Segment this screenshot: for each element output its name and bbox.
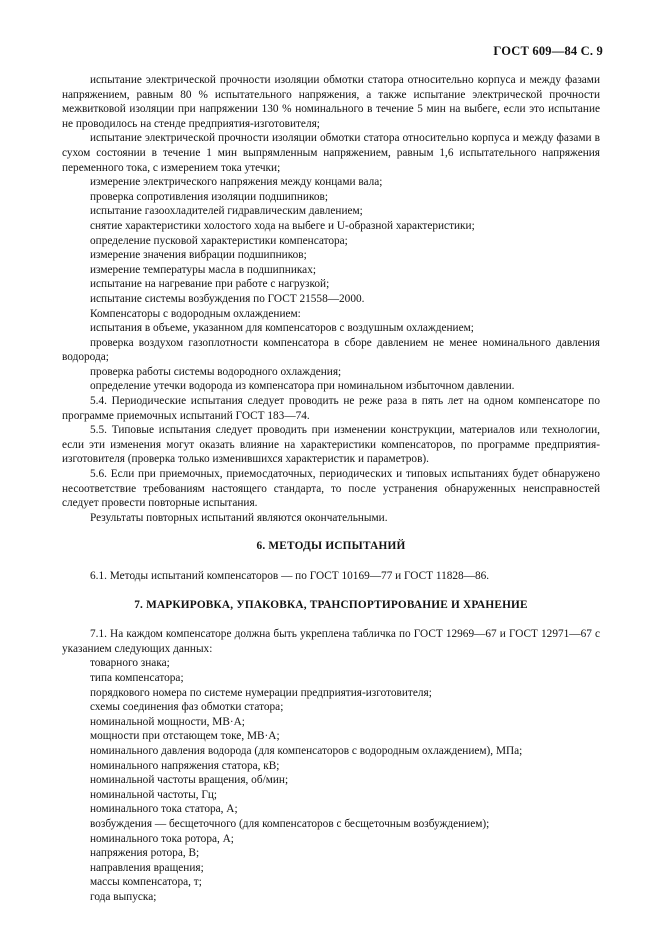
list-item: проверка сопротивления изоляции подшипников; (90, 190, 328, 203)
list-item: номинального тока ротора, А; (90, 832, 234, 845)
list-item: номинального тока статора, А; (90, 803, 238, 816)
list-item: года выпуска; (90, 890, 157, 903)
list-item: номинального давления водорода (для компенсаторов с водородным охлаждением), МПа; (90, 744, 523, 757)
list-item: массы компенсатора, т; (90, 876, 202, 889)
document-body (62, 73, 600, 904)
clause-7-1: 7.1. На каждом компенсаторе должна быть укреплена табличка по ГОСТ 12969—67 и ГОСТ 12971—67 с указанием следующих данных: (62, 628, 600, 655)
clause-6-1: 6.1. Методы испытаний компенсаторов — по ГОСТ 10169—77 и ГОСТ 11828—86. (90, 570, 490, 582)
list-item: измерение температуры масла в подшипниках; (90, 263, 316, 276)
clause-5-6: 5.6. Если при приемочных, приемосдаточных, периодических и типовых испытаниях будет обнаружено несоответствие требованиям настоящего стандарта, то после устранения обнаруженных неисправностей следует провести повторные испытания. (62, 468, 600, 510)
list-item: типа компенсатора; (90, 671, 184, 684)
list-item: мощности при отстающем токе, МВ·А; (90, 730, 280, 743)
list-item: испытание на нагревание при работе с нагрузкой; (90, 278, 330, 291)
paragraph: испытание электрической прочности изоляции обмотки статора относительно корпуса и между фазами в сухом состоянии в течение 1 мин выпрямленным напряжением, равным 1,6 испытательного напряжения переменного тока, с измерением тока утечки; (62, 132, 600, 174)
section-7-title: 7. МАРКИРОВКА, УПАКОВКА, ТРАНСПОРТИРОВАНИЕ И ХРАНЕНИЕ (134, 598, 528, 611)
list-item: определение пусковой характеристики компенсатора; (90, 234, 348, 247)
list-item: номинальной мощности, МВ·А; (90, 715, 245, 728)
list-item: схемы соединения фаз обмотки статора; (90, 701, 284, 714)
clause-5-4: 5.4. Периодические испытания следует проводить не реже раза в пять лет на одном компенсаторе по программе приемочных испытаний ГОСТ 183—74. (62, 395, 600, 422)
list-item: номинальной частоты, Гц; (90, 788, 218, 801)
list-item: возбуждения — бесщеточного (для компенсаторов с бесщеточным возбуждением); (90, 817, 490, 830)
list-item: испытания в объеме, указанном для компенсаторов с воздушным охлаждением; (90, 322, 474, 335)
list-item: испытание газоохладителей гидравлическим давлением; (90, 205, 363, 218)
paragraph: проверка воздухом газоплотности компенсатора в сборе давлением не менее номинального давления водорода; (62, 336, 600, 364)
clause-5-5: 5.5. Типовые испытания следует проводить при изменении конструкции, материалов или технологии, если эти изменения могут оказать влияние на характеристики компенсаторов, по программе предприятия-изготовителя (проверка только изменившихся характеристик и параметров). (62, 424, 600, 466)
list-item: товарного знака; (90, 657, 170, 670)
list-item: испытание системы возбуждения по ГОСТ 21558—2000. (90, 292, 365, 305)
list-item: направления вращения; (90, 861, 204, 874)
list-item: измерение электрического напряжения между концами вала; (90, 176, 383, 189)
list-item: номинального напряжения статора, кВ; (90, 759, 280, 772)
list-item: проверка работы системы водородного охлаждения; (90, 365, 342, 378)
list-item: напряжения ротора, В; (90, 847, 200, 860)
list-item: измерение значения вибрации подшипников; (90, 249, 307, 262)
page-header: ГОСТ 609—84 С. 9 (493, 44, 603, 58)
list-item: снятие характеристики холостого хода на выбеге и U-образной характеристики; (90, 219, 475, 232)
list-item: номинальной частоты вращения, об/мин; (90, 774, 289, 787)
list-item: Компенсаторы с водородным охлаждением: (90, 307, 301, 320)
paragraph: испытание электрической прочности изоляции обмотки статора относительно корпуса и между фазами напряжением, равным 80 % испытательного напряжения, а также испытание электрической прочности межвитковой изоляции при напряжении 130 % номинального в течение 5 мин на выбеге, если это испытание не проводилось на стенде предприятия-изготовителя; (62, 74, 600, 130)
closing-sentence: Результаты повторных испытаний являются окончательными. (90, 511, 388, 524)
list-item: определение утечки водорода из компенсатора при номинальном избыточном давлении. (90, 380, 515, 393)
section-6-title: 6. МЕТОДЫ ИСПЫТАНИЙ (256, 540, 406, 553)
list-item: порядкового номера по системе нумерации предприятия-изготовителя; (90, 686, 432, 699)
